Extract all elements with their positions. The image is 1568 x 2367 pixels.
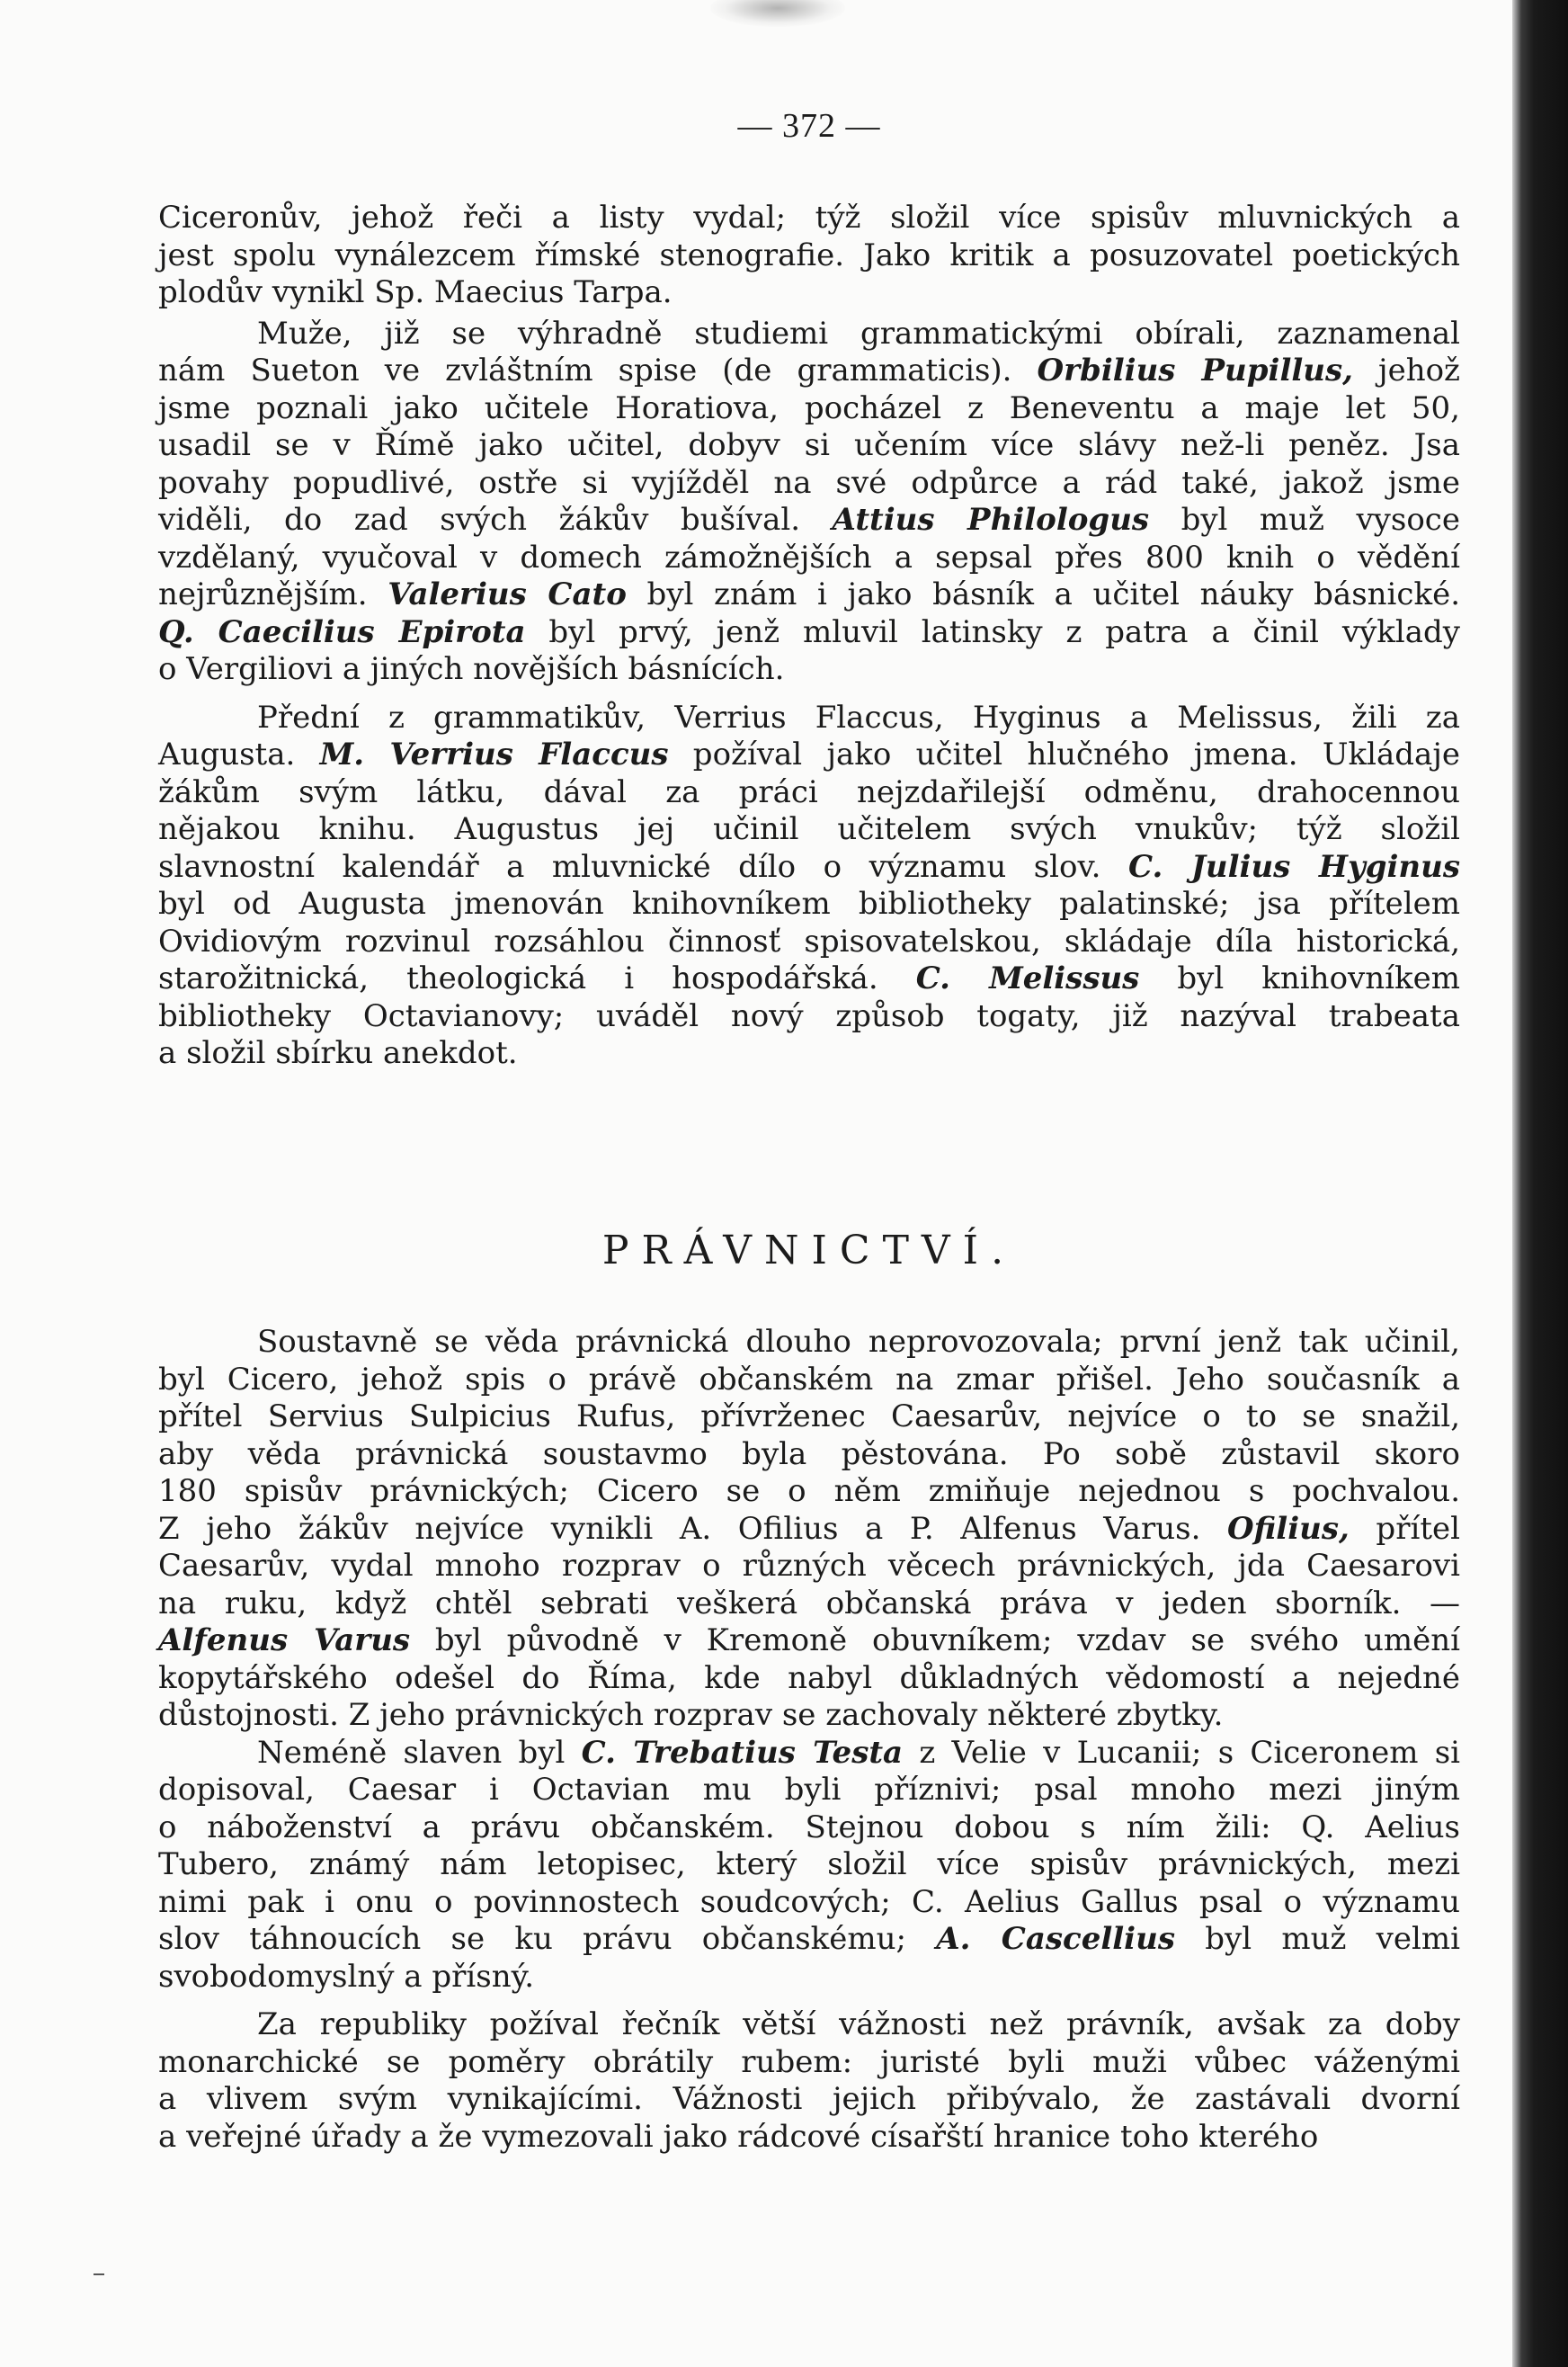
text-run: důstojnosti. Z jeho právnických rozprav se zachovaly některé zbytky. — [158, 1697, 1224, 1733]
text-line — [158, 1035, 1460, 1073]
text-run: nejrůznějším. — [158, 576, 388, 612]
text-run: svobodomyslný a přísný. — [158, 1958, 535, 1995]
text-run: o Vergiliovi a jiných novějších básnících. — [158, 651, 785, 687]
text-line — [158, 1362, 1460, 1399]
text-line — [158, 774, 1460, 812]
text-line — [158, 614, 1460, 652]
text-line — [158, 540, 1460, 577]
italic-name: C. Melissus — [915, 960, 1140, 996]
text-run: aby věda právnická soustavmo byla pěstována. Po sobě zůstavil skoro — [158, 1435, 1460, 1472]
text-line — [158, 811, 1460, 849]
text-run: nám Sueton ve zvláštním spise (de grammaticis). — [158, 353, 1038, 389]
italic-name: Valerius Cato — [388, 576, 627, 612]
section-heading: PRÁVNICTVÍ. — [601, 1228, 1017, 1273]
italic-name: C. Trebatius Testa — [581, 1734, 904, 1771]
text-line — [158, 502, 1460, 540]
text-run: viděli, do zad svých žákův bušíval. — [158, 502, 833, 538]
text-run: Augusta. — [158, 737, 320, 773]
text-line — [158, 1959, 1460, 1996]
section-2 — [158, 1324, 1460, 2156]
text-run: starožitnická, theologická i hospodářská. — [158, 960, 916, 996]
page-number: — 372 — — [737, 107, 881, 145]
text-line — [158, 1772, 1460, 1809]
paragraph-6 — [158, 2006, 1460, 2156]
text-line — [158, 700, 1460, 737]
text-line — [158, 1398, 1460, 1436]
section-1 — [158, 200, 1460, 1073]
text-line — [158, 1735, 1460, 1773]
text-line — [158, 2044, 1460, 2082]
text-run: povahy popudlivé, ostře si vyjížděl na své odpůrce a rád také, jakož jsme — [158, 464, 1460, 501]
text-run: z Velie v Lucanii; s Ciceronem si — [903, 1734, 1461, 1771]
text-run: byl znám i jako básník a učitel náuky básnické. — [626, 576, 1460, 612]
text-run: přítel Servius Sulpicius Rufus, přívrženec Caesarův, nejvíce o to se snažil, — [158, 1398, 1460, 1434]
text-line — [158, 1548, 1460, 1585]
text-line — [158, 1884, 1460, 1922]
text-line — [158, 427, 1460, 465]
text-line — [158, 1585, 1460, 1623]
text-line — [158, 960, 1460, 998]
text-line — [158, 2006, 1460, 2044]
italic-name: Orbilius Pupillus, — [1037, 353, 1353, 389]
paragraph-2 — [158, 316, 1460, 689]
text-run: Tubero, známý nám letopisec, který složil více spisův právnických, mezi — [158, 1846, 1460, 1882]
text-run: vzdělaný, vyučoval v domech zámožnějších a sepsal přes 800 knih o vědění — [158, 539, 1460, 576]
text-run: byl od Augusta jmenován knihovníkem bibliotheky palatinské; jsa přítelem — [158, 886, 1460, 922]
text-line — [158, 465, 1460, 503]
text-line — [158, 2119, 1460, 2157]
text-run: Muže, již se výhradně studiemi grammatickými obírali, zaznamenal — [257, 315, 1460, 352]
text-line — [158, 1473, 1460, 1511]
text-run: byl knihovníkem — [1139, 960, 1460, 996]
text-run: na ruku, když chtěl sebrati veškerá občanská práva v jeden sborník. — — [158, 1585, 1460, 1621]
paragraph-1 — [158, 200, 1460, 312]
text-run: usadil se v Římě jako učitel, dobyv si učením více slávy než-li peněz. Jsa — [158, 427, 1460, 463]
text-run: Neméně slaven byl — [257, 1734, 582, 1771]
text-run: bibliotheky Octavianovy; uváděl nový způsob togaty, již nazýval trabeata — [158, 997, 1460, 1034]
text-run: 180 spisův právnických; Cicero se o něm zmiňuje nejednou s pochvalou. — [158, 1473, 1460, 1509]
text-line — [158, 1324, 1460, 1362]
text-line: plodův vynikl Sp. Maecius Tarpa. — [158, 274, 673, 310]
text-line — [158, 1921, 1460, 1959]
text-line — [158, 2081, 1460, 2119]
text-line: Ciceronův, jehož řeči a listy vydal; týž složil více spisův mluvnických a — [158, 200, 1460, 236]
text-run: o náboženství a právu občanském. Stejnou dobou s ním žili: Q. Aelius — [158, 1809, 1460, 1845]
text-line — [158, 1809, 1460, 1847]
text-run: slov táhnoucích se ku právu občanskému; — [158, 1921, 937, 1957]
text-run: byl původně v Kremoně obuvníkem; vzdav se svého umění — [410, 1622, 1460, 1658]
text-line — [158, 390, 1460, 428]
text-line — [158, 316, 1460, 353]
text-run: byl prvý, jenž mluvil latinsky z patra a činil výklady — [525, 613, 1460, 650]
text-run: nějakou knihu. Augustus jej učinil učitelem svých vnukův; týž složil — [158, 811, 1460, 847]
text-run: přítel — [1349, 1510, 1460, 1547]
text-line: jest spolu vynálezcem římské stenografie. Jako kritik a posuzovatel poetických — [158, 237, 1460, 273]
text-line — [158, 1697, 1460, 1735]
text-run: a vlivem svým vynikajícími. Vážnosti jejich přibývalo, že zastávali dvorní — [158, 2081, 1460, 2117]
text-line — [158, 998, 1460, 1036]
text-run: Přední z grammatikův, Verrius Flaccus, Hyginus a Melissus, žili za — [257, 699, 1460, 736]
scan-edge — [1512, 0, 1568, 2367]
text-line — [158, 886, 1460, 924]
scan-smudge — [710, 0, 845, 27]
italic-name: Alfenus Varus — [158, 1622, 411, 1658]
text-run: nimi pak i onu o povinnostech soudcových; C. Aelius Gallus psal o významu — [158, 1883, 1460, 1920]
text-run: Za republiky požíval řečník větší vážnosti než právník, avšak za doby — [257, 2006, 1460, 2042]
text-run: monarchické se poměry obrátily rubem: juristé byli muži vůbec váženými — [158, 2043, 1460, 2080]
paragraph-5 — [158, 1735, 1460, 1996]
italic-name: A. Cascellius — [936, 1921, 1175, 1957]
text-line — [158, 1511, 1460, 1549]
italic-name: Attius Philologus — [832, 502, 1150, 538]
text-run: jehož — [1353, 353, 1460, 389]
italic-name: Q. Caecilius Epirota — [158, 613, 526, 650]
text-line — [158, 353, 1460, 390]
text-run: a složil sbírku anekdot. — [158, 1035, 518, 1071]
text-run: Ovidiovým rozvinul rozsáhlou činnosť spisovatelskou, skládaje díla historická, — [158, 923, 1460, 960]
text-run: Soustavně se věda právnická dlouho neprovozovala; první jenž tak učinil, — [257, 1324, 1460, 1360]
text-run: žákům svým látku, dával za práci nejzdařilejší odměnu, drahocennou — [158, 773, 1460, 810]
text-run: jsme poznali jako učitele Horatiova, pocházel z Beneventu a maje let 50, — [158, 389, 1460, 426]
text-run: Caesarův, vydal mnoho rozprav o různých věcech právnických, jda Caesarovi — [158, 1548, 1460, 1584]
text-line — [158, 737, 1460, 774]
text-run: byl muž vysoce — [1149, 502, 1460, 538]
text-line — [158, 1660, 1460, 1698]
text-run: požíval jako učitel hlučného jmena. Ukládaje — [668, 737, 1460, 773]
text-line — [158, 1436, 1460, 1474]
text-run: Z jeho žákův nejvíce vynikli A. Ofilius a P. Alfenus Varus. — [158, 1510, 1227, 1547]
text-line — [158, 576, 1460, 614]
italic-name: M. Verrius Flaccus — [319, 737, 669, 773]
paragraph-3 — [158, 700, 1460, 1073]
text-line — [158, 1846, 1460, 1884]
text-run: dopisoval, Caesar i Octavian mu byli příznivi; psal mnoho mezi jiným — [158, 1772, 1460, 1808]
text-run: byl Cicero, jehož spis o právě občanském na zmar přišel. Jeho současník a — [158, 1361, 1460, 1398]
scan-mark — [94, 2273, 104, 2275]
italic-name: C. Julius Hyginus — [1128, 848, 1461, 885]
text-line — [158, 849, 1460, 887]
italic-name: Ofilius, — [1226, 1510, 1350, 1547]
text-line — [158, 1622, 1460, 1660]
text-run: byl muž velmi — [1174, 1921, 1461, 1957]
text-run: kopytářského odešel do Říma, kde nabyl důkladných vědomostí a nejedné — [158, 1659, 1460, 1696]
paragraph-4 — [158, 1324, 1460, 1735]
text-line — [158, 651, 1460, 689]
text-run: a veřejné úřady a že vymezovali jako rádcové císařští hranice toho kterého — [158, 2118, 1319, 2155]
text-line — [158, 924, 1460, 961]
text-run: slavnostní kalendář a mluvnické dílo o významu slov. — [158, 848, 1128, 885]
